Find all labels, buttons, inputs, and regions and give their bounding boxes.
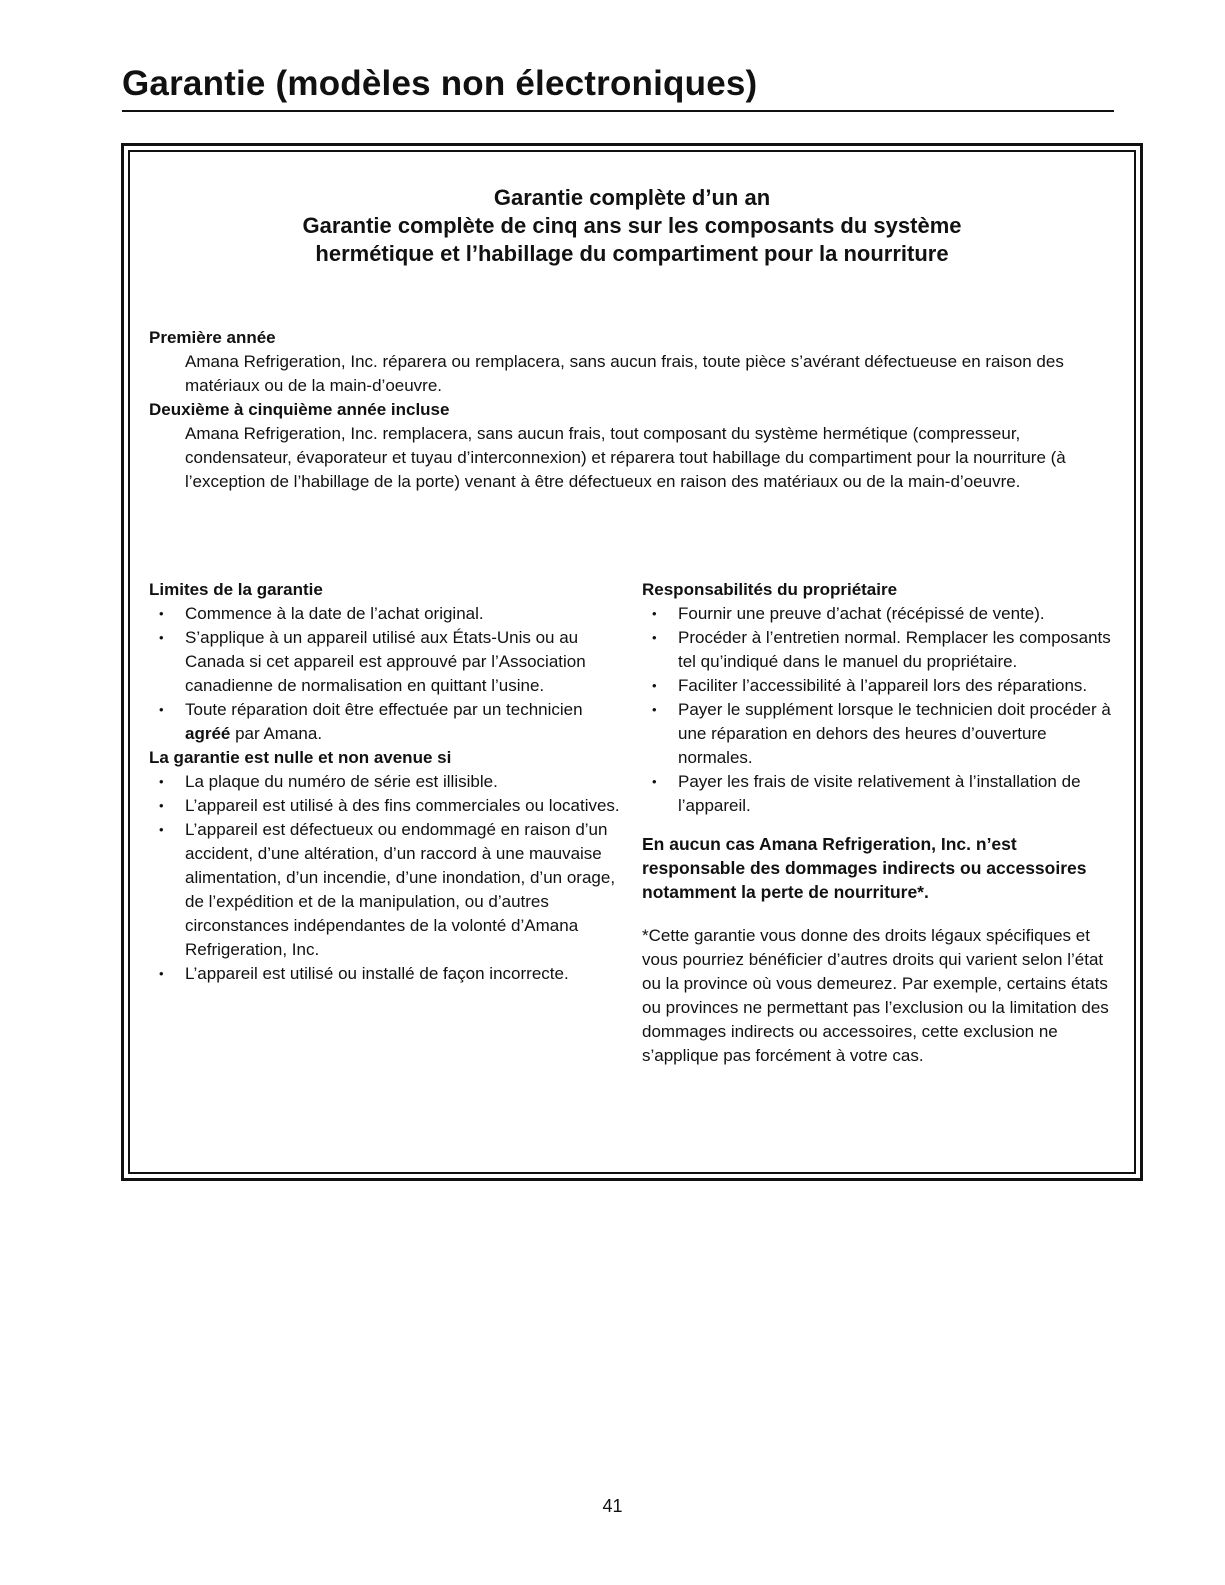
void-title: La garantie est nulle et non avenue si <box>149 748 452 767</box>
right-column <box>642 578 1122 1068</box>
years-two-five-section <box>149 398 1120 494</box>
first-year-title: Première année <box>149 328 276 347</box>
bullet-icon: • <box>159 774 164 789</box>
list-item: • Fournir une preuve d’achat (récépissé de vente). <box>642 602 1122 626</box>
years-two-five-body: Amana Refrigeration, Inc. remplacera, sans aucun frais, tout composant du système hermétique (compresseur, condensateur, évaporateur et tuyau d’interconnexion) et réparera tout habillage du compartiment pour la nourriture (à l’exception de l’habillage de la porte) venant à être défectueux en raison des matériaux ou de la main-d’oeuvre. <box>185 424 1066 491</box>
legal-footnote: *Cette garantie vous donne des droits légaux spécifiques et vous pourriez bénéficier d’autres droits qui varient selon l’état ou la province où vous demeurez. Par exemple, certains états ou provinces ne permettant pas l’exclusion ou la limitation des dommages indirects ou accessoires, cette exclusion ne s’applique pas forcément à votre cas. <box>642 926 1109 1065</box>
void-list <box>149 770 629 986</box>
limits-list <box>149 602 629 746</box>
years-two-five-title: Deuxième à cinquième année incluse <box>149 400 450 419</box>
bullet-icon: • <box>652 678 657 693</box>
first-year-body: Amana Refrigeration, Inc. réparera ou remplacera, sans aucun frais, toute pièce s’avérant défectueuse en raison des matériaux ou de la main-d’oeuvre. <box>185 352 1064 395</box>
bullet-icon: • <box>652 606 657 621</box>
list-item: • S’applique à un appareil utilisé aux États-Unis ou au Canada si cet appareil est approuvé par l’Association canadienne de normalisation en quittant l’usine. <box>159 628 586 695</box>
bullet-icon: • <box>652 630 657 645</box>
page-title: Garantie (modèles non électroniques) <box>122 62 1114 112</box>
bullet-icon: • <box>652 774 657 789</box>
bullet-icon: • <box>159 702 164 717</box>
list-item: • Commence à la date de l’achat original. <box>149 602 629 626</box>
bullet-icon: • <box>159 798 164 813</box>
first-year-section <box>149 326 1120 398</box>
limits-title: Limites de la garantie <box>149 580 323 599</box>
emphasis-agree: agréé <box>185 724 231 743</box>
list-item: • L’appareil est utilisé ou installé de façon incorrecte. <box>149 962 629 986</box>
list-item: • L’appareil est utilisé à des fins commerciales ou locatives. <box>149 794 629 818</box>
owner-list <box>642 602 1122 818</box>
list-item: • Payer le supplément lorsque le technicien doit procéder à une réparation en dehors des heures d’ouverture normales. <box>652 700 1111 767</box>
bullet-icon: • <box>159 630 164 645</box>
list-item: • Payer les frais de visite relativement à l’installation de l’appareil. <box>652 772 1081 815</box>
list-item: • Toute réparation doit être effectuée par un technicien agréé par Amana. <box>159 700 583 743</box>
warranty-box <box>121 143 1143 1181</box>
warranty-box-inner-border <box>128 150 1136 1174</box>
page-number: 41 <box>602 1496 623 1516</box>
list-item: • L’appareil est défectueux ou endommagé en raison d’un accident, d’une altération, d’un raccord à une mauvaise alimentation, d’un incendie, d’une inondation, d’un orage, de l’expédition et de la manipulation, ou d’autres circonstances indépendantes de la volonté d’Amana Refrigeration, Inc. <box>159 820 616 959</box>
list-item: • Procéder à l’entretien normal. Remplacer les composants tel qu’indiqué dans le manuel du propriétaire. <box>652 628 1111 671</box>
list-item: • La plaque du numéro de série est illisible. <box>149 770 629 794</box>
list-item: • Faciliter l’accessibilité à l’appareil lors des réparations. <box>642 674 1122 698</box>
bullet-icon: • <box>159 966 164 981</box>
owner-title: Responsabilités du propriétaire <box>642 580 898 599</box>
heading-five-year-cont: hermétique et l’habillage du compartiment pour la nourriture <box>315 241 949 266</box>
heading-five-year: Garantie complète de cinq ans sur les composants du système <box>302 213 962 238</box>
warranty-headings <box>148 184 1116 268</box>
heading-one-year: Garantie complète d’un an <box>493 185 771 210</box>
left-column <box>149 578 629 986</box>
bullet-icon: • <box>159 822 164 837</box>
bullet-icon: • <box>159 606 164 621</box>
bullet-icon: • <box>652 702 657 717</box>
liability-notice: En aucun cas Amana Refrigeration, Inc. n’est responsable des dommages indirects ou accessoires notamment la perte de nourriture*. <box>642 834 1087 902</box>
